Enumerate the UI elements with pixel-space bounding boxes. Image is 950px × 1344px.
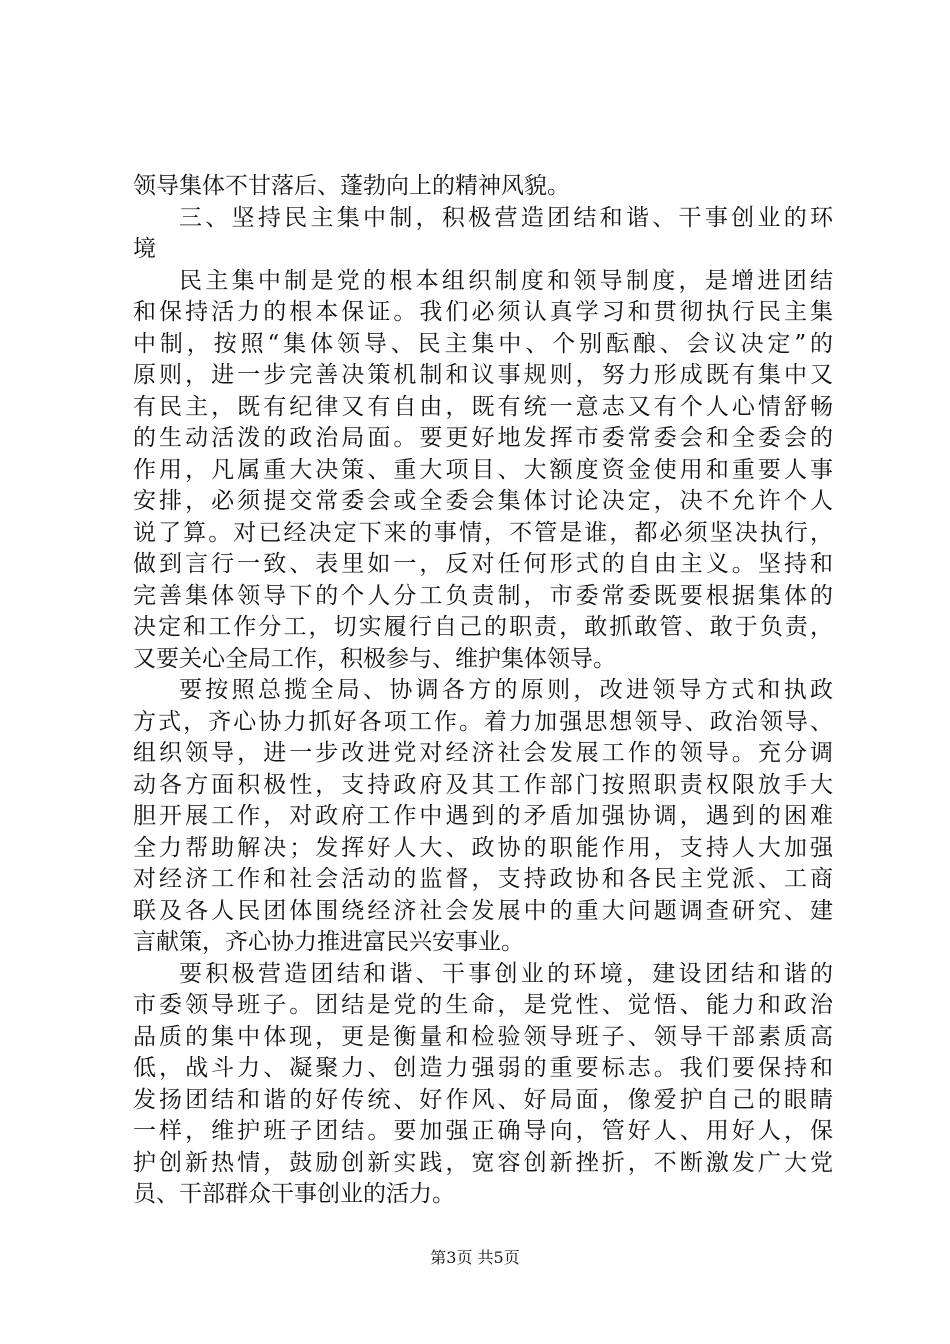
- document-body: [133, 171, 833, 1211]
- text-line: 要按照总揽全局、协调各方的原则，改进领导方式和执政: [179, 677, 833, 703]
- text-line: 决定和工作分工，切实履行自己的职责，敢抓敢管、敢于负责，: [133, 614, 833, 640]
- text-line: 胆开展工作，对政府工作中遇到的矛盾加强协调，遇到的困难: [133, 803, 833, 829]
- text-line: 民主集中制是党的根本组织制度和领导制度，是增进团结: [179, 267, 833, 294]
- text-line: 安排，必须提交常委会或全委会集体讨论决定，决不允许个人: [133, 488, 833, 514]
- text-line: 员、干部群众干事创业的活力。: [133, 1181, 455, 1207]
- text-line: 护创新热情，鼓励创新实践，宽容创新挫折，不断激发广大党: [133, 1149, 833, 1176]
- text-line: 言献策，齐心协力推进富民兴安事业。: [133, 929, 524, 955]
- text-line: 作用，凡属重大决策、重大项目、大额度资金使用和重要人事: [133, 456, 833, 483]
- text-line: 说了算。对已经决定下来的事情，不管是谁，都必须坚决执行，: [133, 519, 833, 546]
- text-line: 完善集体领导下的个人分工负责制，市委常委既要根据集体的: [133, 582, 833, 609]
- page-footer: 第3页 共5页: [430, 1248, 520, 1267]
- text-line: 三、坚持民主集中制，积极营造团结和谐、干事创业的环: [179, 204, 833, 231]
- text-line: 联及各人民团体围绕经济社会发展中的重大问题调查研究、建: [133, 897, 833, 924]
- text-line: 的生动活泼的政治局面。要更好地发挥市委常委会和全委会的: [133, 425, 833, 451]
- text-line: 全力帮助解决；发挥好人大、政协的职能作用，支持人大加强: [133, 834, 833, 861]
- text-line: 境: [133, 236, 156, 262]
- text-line: 动各方面积极性，支持政府及其工作部门按照职责权限放手大: [133, 771, 833, 798]
- text-line: 市委领导班子。团结是党的生命，是党性、觉悟、能力和政治: [133, 992, 833, 1018]
- text-line: 做到言行一致、表里如一，反对任何形式的自由主义。坚持和: [133, 551, 833, 577]
- text-line: 有民主，既有纪律又有自由，既有统一意志又有个人心情舒畅: [133, 393, 833, 420]
- text-line: 要积极营造团结和谐、干事创业的环境，建设团结和谐的: [179, 960, 833, 987]
- text-line: 方式，齐心协力抓好各项工作。着力加强思想领导、政治领导、: [133, 708, 833, 735]
- text-line: 原则，进一步完善决策机制和议事规则，努力形成既有集中又: [133, 362, 833, 388]
- text-line: 对经济工作和社会活动的监督，支持政协和各民主党派、工商: [133, 866, 833, 892]
- text-line: 组织领导，进一步改进党对经济社会发展工作的领导。充分调: [133, 740, 833, 766]
- text-line: 领导集体不甘落后、蓬勃向上的精神风貌。: [133, 173, 570, 199]
- text-line: 中制，按照“集体领导、民主集中、个别酝酿、会议决定”的: [133, 330, 833, 357]
- text-line: 品质的集中体现，更是衡量和检验领导班子、领导干部素质高: [133, 1023, 833, 1050]
- text-line: 发扬团结和谐的好传统、好作风、好局面，像爱护自己的眼睛: [133, 1086, 833, 1113]
- text-line: 和保持活力的根本保证。我们必须认真学习和贯彻执行民主集: [133, 299, 833, 325]
- text-line: 又要关心全局工作，积极参与、维护集体领导。: [133, 645, 616, 672]
- text-line: 一样，维护班子团结。要加强正确导向，管好人、用好人，保: [133, 1118, 833, 1144]
- text-line: 低，战斗力、凝聚力、创造力强弱的重要标志。我们要保持和: [133, 1055, 833, 1081]
